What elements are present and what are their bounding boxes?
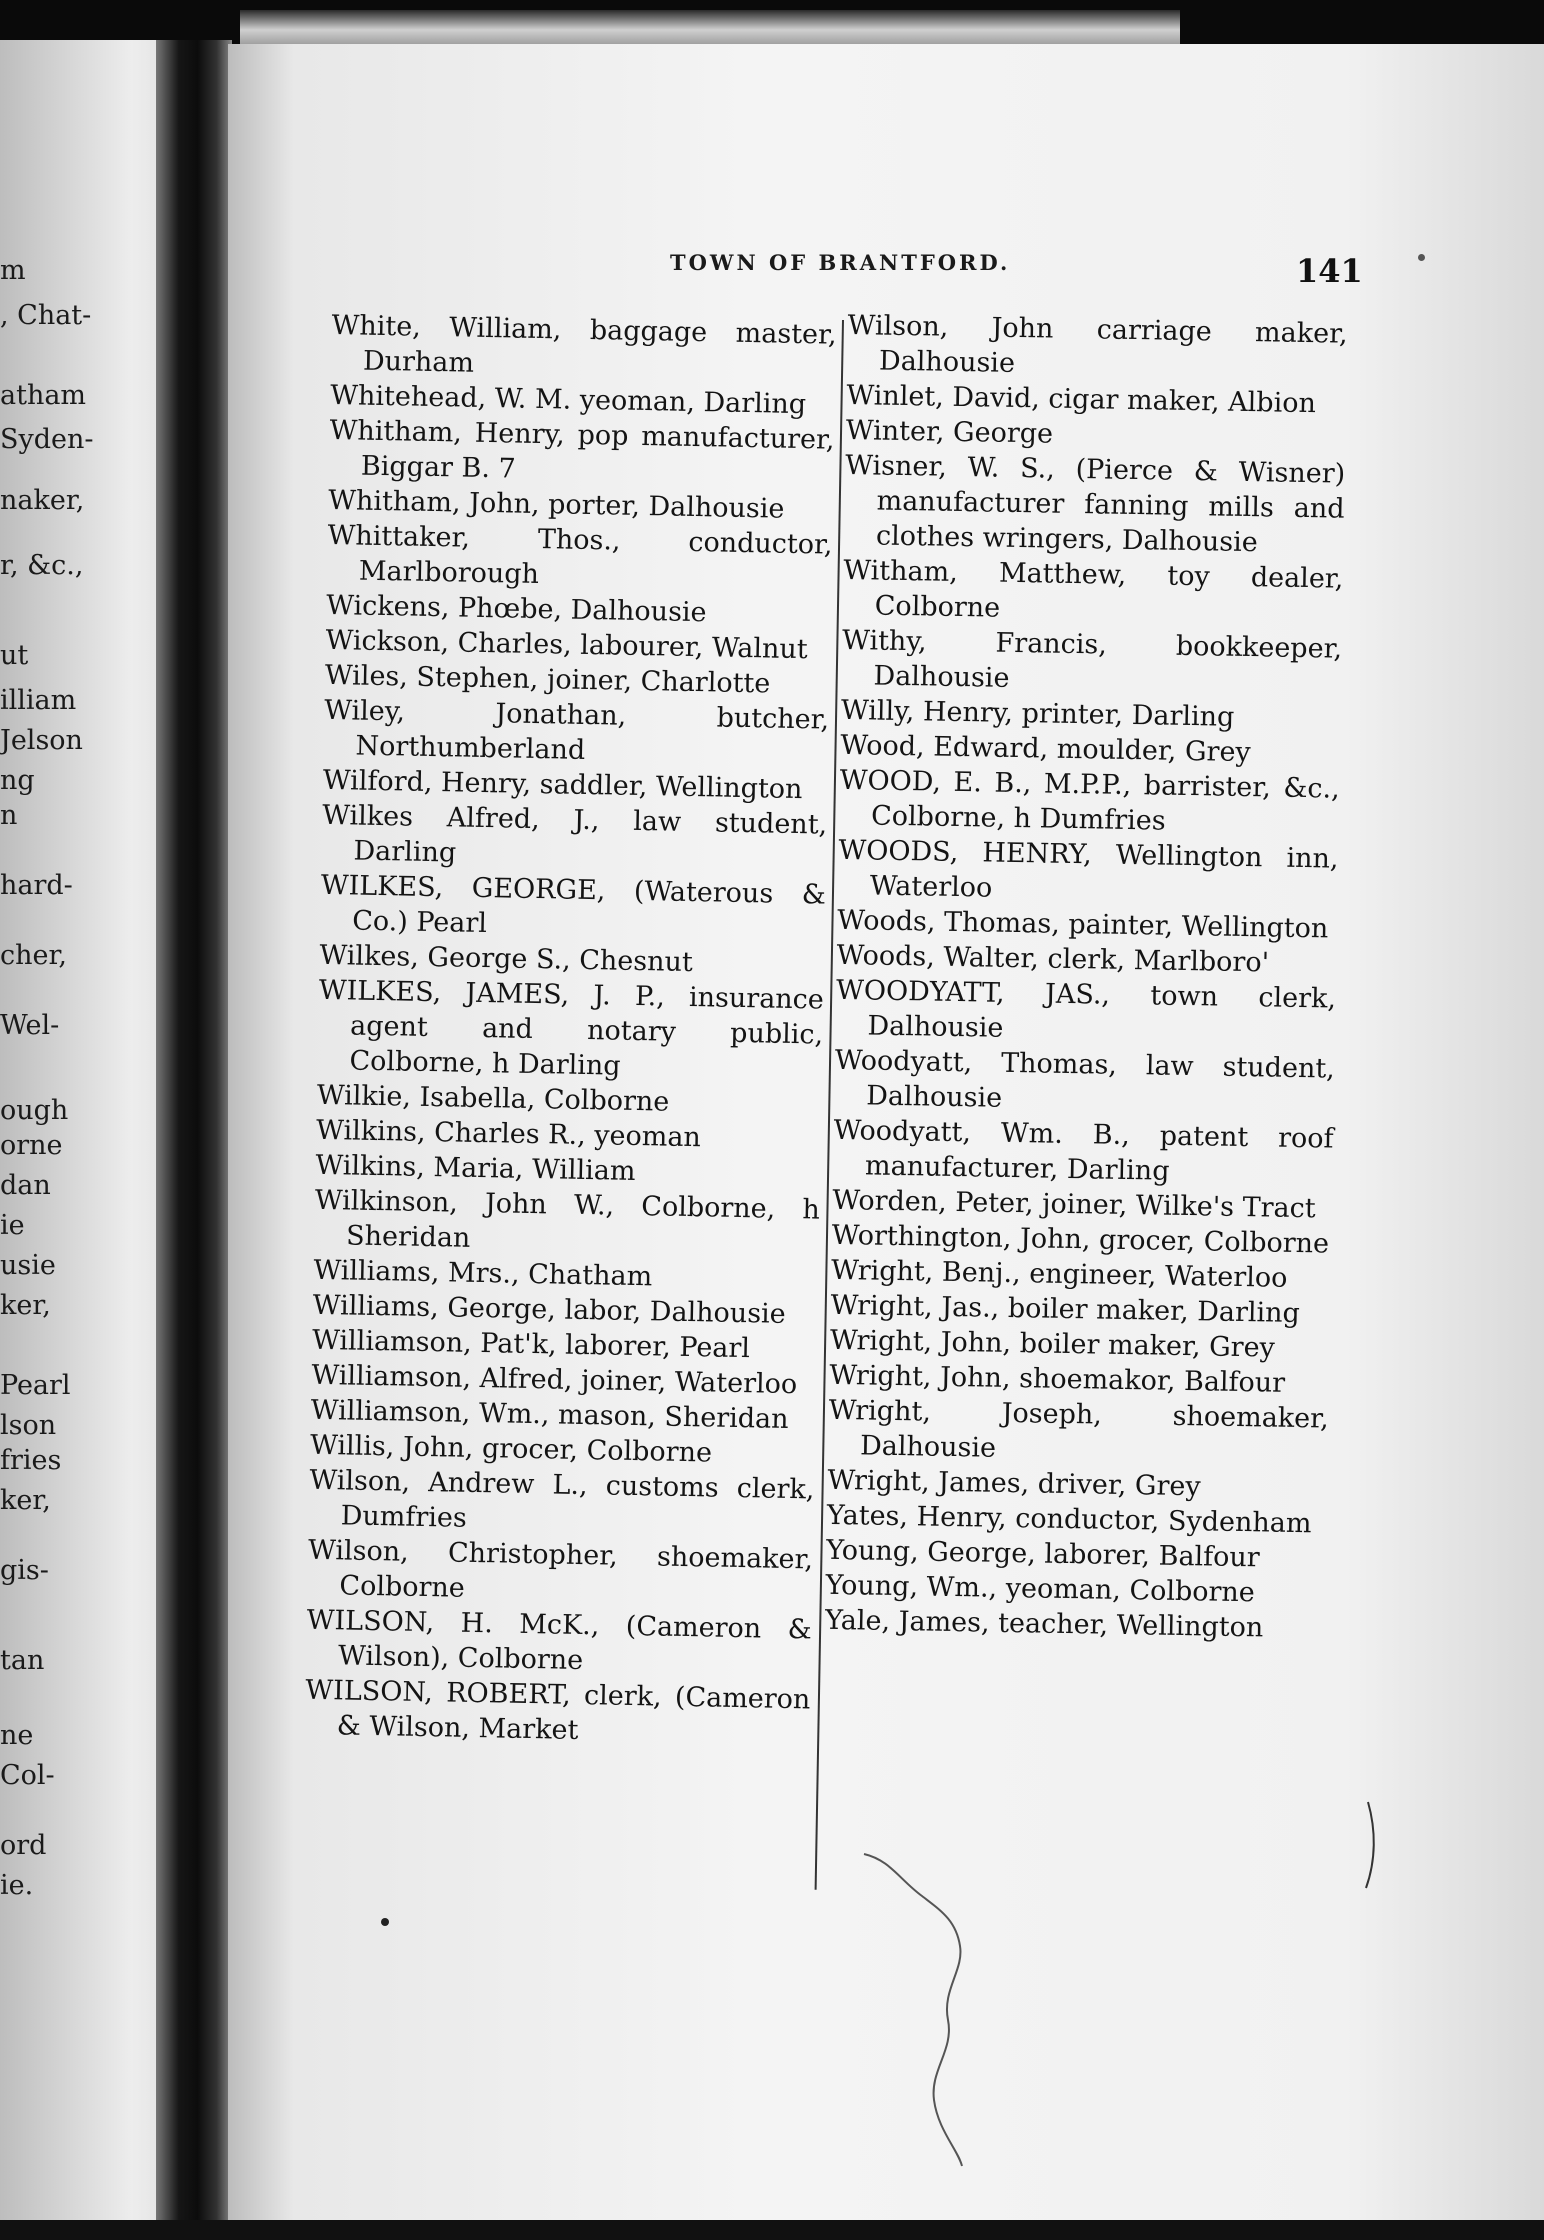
facing-page-fragment: n — [0, 800, 18, 831]
facing-page-fragment: tan — [0, 1645, 45, 1676]
facing-page-fragment: Wel- — [0, 1010, 60, 1041]
directory-entry: Winter, George — [845, 414, 1054, 450]
directory-entry: Wright, James, driver, Grey — [827, 1464, 1201, 1503]
book-spine — [156, 40, 232, 2230]
directory-entry: WILSON, H. McK., (Cameron & Wilson), Colborne — [306, 1604, 813, 1677]
directory-entry: Young, George, laborer, Balfour — [826, 1534, 1261, 1574]
directory-entry: Withy, Francis, bookkeeper, Dalhousie — [841, 624, 1343, 694]
directory-entry: Wiley, Jonathan, butcher, Northumberland — [323, 694, 830, 766]
directory-entry: Whittaker, Thos., conductor, Marlborough — [327, 519, 833, 591]
directory-entry: Wilkins, Charles R., yeoman — [315, 1114, 702, 1154]
facing-page-fragment: usie — [0, 1250, 56, 1281]
directory-entry: Woods, Thomas, painter, Wellington — [837, 904, 1329, 945]
directory-entry: Wilson, Andrew L., customs clerk, Dumfries — [309, 1464, 815, 1534]
facing-page-fragment: Jelson — [0, 725, 83, 756]
directory-entry: White, William, baggage master, Durham — [331, 309, 837, 379]
facing-page-fragment: Pearl — [0, 1370, 71, 1401]
facing-page-fragment: cher, — [0, 940, 68, 971]
directory-entry: Whitham, Henry, pop manufacturer, Biggar B. 7 — [329, 414, 835, 485]
directory-entry: Worden, Peter, joiner, Wilke's Tract — [832, 1184, 1316, 1225]
directory-entry: WOOD, E. B., M.P.P., barrister, &c., Colborne, h Dumfries — [839, 764, 1340, 837]
directory-entry: Young, Wm., yeoman, Colborne — [825, 1569, 1256, 1609]
directory-entry: Wisner, W. S., (Pierce & Wisner) manufacturer fanning mills and clothes wringers, Dalhousie — [844, 449, 1346, 559]
directory-entry: WILKES, GEORGE, (Waterous & Co.) Pearl — [320, 869, 827, 940]
directory-entry: Yates, Henry, conductor, Sydenham — [826, 1499, 1312, 1540]
facing-page-fragment: Syden- — [0, 424, 94, 455]
margin-mark — [1362, 1800, 1382, 1890]
facing-page-fragment: m — [0, 255, 26, 286]
directory-entry: WOODS, HENRY, Wellington inn, Waterloo — [838, 834, 1339, 904]
left-column — [304, 308, 836, 1752]
directory-entry: Whitehead, W. M. yeoman, Darling — [330, 379, 807, 421]
directory-entry: Wilkes Alfred, J., law student, Darling — [321, 799, 828, 869]
directory-entry: Wilkes, George S., Chesnut — [319, 939, 694, 979]
directory-entry: Wickson, Charles, labourer, Walnut — [325, 624, 808, 666]
directory-entry: Wilson, Christopher, shoemaker, Colborne — [307, 1534, 814, 1604]
facing-page-fragment: ng — [0, 765, 35, 796]
scan-border-bottom — [0, 2220, 1544, 2240]
directory-entry: Wilford, Henry, saddler, Wellington — [322, 764, 803, 806]
ink-speck — [381, 1918, 389, 1926]
directory-entry: Williamson, Alfred, joiner, Waterloo — [311, 1359, 798, 1401]
facing-page-fragment: ough — [0, 1095, 69, 1126]
facing-page-fragment: ord — [0, 1830, 47, 1861]
facing-page-fragment: atham — [0, 380, 87, 411]
directory-entry: Willis, John, grocer, Colborne — [309, 1429, 713, 1469]
scan-edge-strip — [240, 10, 1180, 46]
facing-page-fragment: ker, — [0, 1290, 51, 1321]
facing-page-fragment: ne — [0, 1720, 34, 1751]
directory-entry: Willy, Henry, printer, Darling — [840, 694, 1235, 733]
directory-entry: Wright, Benj., engineer, Waterloo — [830, 1254, 1288, 1294]
directory-entry: Wright, John, shoemakor, Balfour — [829, 1359, 1286, 1399]
facing-page-fragment: gis- — [0, 1555, 49, 1586]
directory-entry: Wiles, Stephen, joiner, Charlotte — [324, 659, 771, 700]
page-number: 141 — [1296, 252, 1363, 290]
directory-entry: Williams, George, labor, Dalhousie — [312, 1289, 786, 1330]
directory-entry: Yale, James, teacher, Wellington — [824, 1604, 1264, 1644]
directory-entry: Woodyatt, Wm. B., patent roof manufacturer, Darling — [833, 1114, 1334, 1187]
directory-entry: Wright, Jas., boiler maker, Darling — [830, 1289, 1301, 1330]
directory-entry: Wright, John, boiler maker, Grey — [829, 1324, 1276, 1364]
facing-page-fragment: lson — [0, 1410, 57, 1441]
directory-entry: Wright, Joseph, shoemaker, Dalhousie — [828, 1394, 1329, 1464]
facing-page-fragment: ie — [0, 1210, 25, 1241]
directory-entry: Williams, Mrs., Chatham — [313, 1254, 653, 1293]
page-header: TOWN OF BRANTFORD. — [670, 250, 1011, 275]
directory-entry: Wood, Edward, moulder, Grey — [840, 729, 1251, 769]
right-column — [825, 308, 1348, 1647]
directory-entry: Witham, Matthew, toy dealer, Colborne — [843, 554, 1344, 624]
facing-page-fragment: r, &c., — [0, 550, 84, 581]
directory-entry: Wilkinson, John W., Colborne, h Sheridan — [314, 1184, 821, 1254]
directory-entry: Wilkie, Isabella, Colborne — [316, 1079, 670, 1118]
facing-page-fragment: Col- — [0, 1760, 55, 1791]
facing-page-fragment: ker, — [0, 1485, 51, 1516]
directory-entry: Worthington, John, grocer, Colborne — [831, 1219, 1330, 1260]
directory-entry: Wilkins, Maria, William — [315, 1149, 636, 1187]
directory-entry: Whitham, John, porter, Dalhousie — [328, 484, 785, 525]
facing-page-fragment: illiam — [0, 685, 77, 716]
facing-page-fragment: dan — [0, 1170, 51, 1201]
directory-entry: Woodyatt, Thomas, law student, Dalhousie — [834, 1044, 1336, 1114]
facing-page-fragment: ut — [0, 640, 29, 671]
directory-entry: Woods, Walter, clerk, Marlboro' — [836, 939, 1270, 979]
directory-entry: Wickens, Phœbe, Dalhousie — [325, 589, 707, 629]
directory-entry: Williamson, Wm., mason, Sheridan — [310, 1394, 789, 1435]
directory-entry: WOODYATT, JAS., town clerk, Dalhousie — [835, 974, 1337, 1044]
directory-entry: Wilson, John carriage maker, Dalhousie — [847, 309, 1348, 379]
ink-speck — [1418, 254, 1425, 261]
facing-page-fragment: orne — [0, 1130, 63, 1161]
facing-page-fragment: naker, — [0, 485, 85, 516]
stray-fiber-mark — [860, 1850, 1000, 2170]
facing-page-fragment: hard- — [0, 870, 73, 901]
facing-page-fragment: ie. — [0, 1870, 34, 1901]
directory-entry: WILSON, ROBERT, clerk, (Cameron & Wilson, Market — [305, 1674, 811, 1746]
directory-entry: WILKES, JAMES, J. P., insurance agent and notary public, Colborne, h Darling — [318, 974, 825, 1082]
facing-page-fragment: fries — [0, 1445, 62, 1476]
directory-entry: Williamson, Pat'k, laborer, Pearl — [311, 1324, 751, 1365]
directory-entry: Winlet, David, cigar maker, Albion — [846, 379, 1317, 420]
facing-page-fragment: , Chat- — [0, 300, 92, 331]
